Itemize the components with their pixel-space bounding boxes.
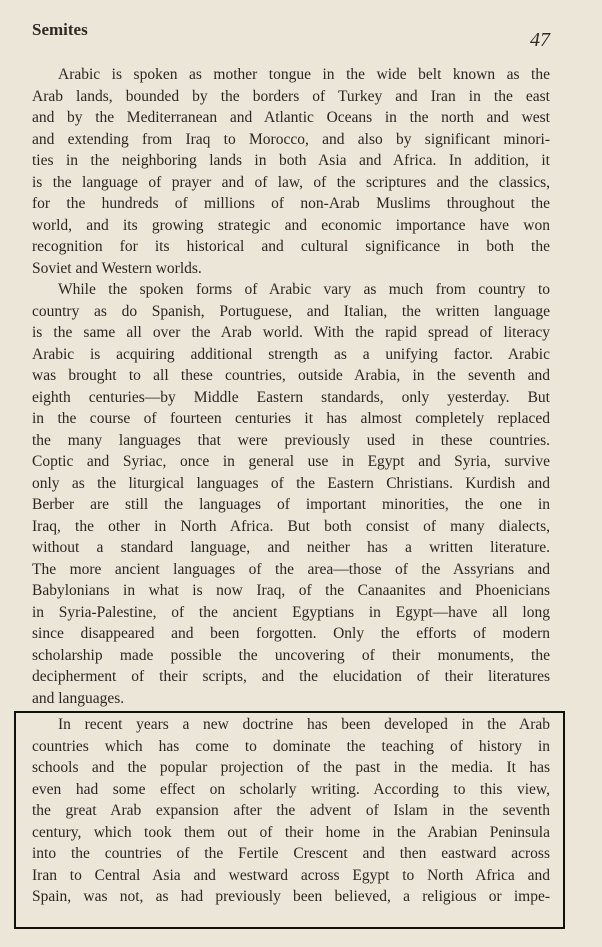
text-line: Spain, was not, as had previously been believed, a religious or impe- [32, 888, 550, 905]
text-line: the great Arab expansion after the advent of Islam in the seventh [32, 802, 550, 819]
text-line: was brought to all these countries, outside Arabia, in the seventh and [32, 367, 550, 384]
text-line: While the spoken forms of Arabic vary as much from country to [58, 281, 550, 298]
text-line: and by the Mediterranean and Atlantic Oceans in the north and west [32, 109, 550, 126]
text-line: Coptic and Syriac, once in general use in Egypt and Syria, survive [32, 453, 550, 470]
text-line: Arabic is spoken as mother tongue in the wide belt known as the [58, 66, 550, 83]
text-line: The more ancient languages of the area—those of the Assyrians and [32, 560, 550, 578]
text-line: is the same all over the Arab world. With the rapid spread of literacy [32, 324, 550, 341]
text-line: is the language of prayer and of law, of the scriptures and the classics, [32, 173, 550, 191]
text-line: Babylonians in what is now Iraq, of the Canaanites and Phoenicians [32, 582, 550, 599]
paragraph-written-language [32, 279, 550, 709]
text-line: Berber are still the languages of important minorities, the one in [32, 496, 550, 513]
text-line: since disappeared and been forgotten. Only the efforts of modern [32, 625, 550, 642]
text-line: Soviet and Western worlds. [32, 259, 202, 277]
text-line: and languages. [32, 689, 125, 707]
text-line: country as do Spanish, Portuguese, and Italian, the written language [32, 302, 550, 320]
paragraph-arabic-spread [32, 64, 550, 279]
text-line: ties in the neighboring lands in both Asia and Africa. In addition, it [32, 152, 550, 169]
text-line: schools and the popular projection of the past in the media. It has [32, 759, 550, 776]
text-line: decipherment of their scripts, and the elucidation of their literatures [32, 668, 550, 685]
text-line: the many languages that were previously used in these countries. [32, 431, 550, 449]
text-line: Arab lands, bounded by the borders of Turkey and Iran in the east [32, 87, 550, 105]
text-line: only as the liturgical languages of the Eastern Christians. Kurdish and [32, 474, 550, 492]
text-line: countries which has come to dominate the teaching of history in [32, 737, 550, 755]
text-line: Iraq, the other in North Africa. But both consist of many dialects, [32, 517, 550, 535]
text-line: into the countries of the Fertile Crescent and then eastward across [32, 845, 550, 862]
body-text [32, 64, 550, 709]
text-line: Iran to Central Asia and westward across Egypt to North Africa and [32, 866, 550, 884]
text-line: and extending from Iraq to Morocco, and also by significant minori- [32, 130, 550, 148]
page-number: 47 [530, 29, 550, 51]
text-line: recognition for its historical and cultural significance in both the [32, 238, 550, 255]
text-line: century, which took them out of their home in the Arabian Peninsula [32, 823, 550, 841]
text-line: eighth centuries—by Middle Eastern standards, only yesterday. But [32, 388, 550, 406]
text-line: even had some effect on scholarly writing. According to this view, [32, 780, 550, 798]
boxed-paragraph [32, 714, 550, 908]
text-line: world, and its growing strategic and economic importance have won [32, 216, 550, 234]
text-line: in Syria-Palestine, of the ancient Egyptians in Egypt—have all long [32, 603, 550, 621]
text-line: without a standard language, and neither has a written literature. [32, 539, 550, 556]
text-line: for the hundreds of millions of non-Arab Muslims throughout the [32, 195, 550, 212]
text-line: In recent years a new doctrine has been developed in the Arab [58, 716, 550, 733]
text-line: in the course of fourteen centuries it has almost completely replaced [32, 410, 550, 427]
text-line: Arabic is acquiring additional strength as a unifying factor. Arabic [32, 345, 550, 363]
running-head: Semites [32, 20, 88, 39]
text-line: scholarship made possible the uncovering of their monuments, the [32, 646, 550, 664]
